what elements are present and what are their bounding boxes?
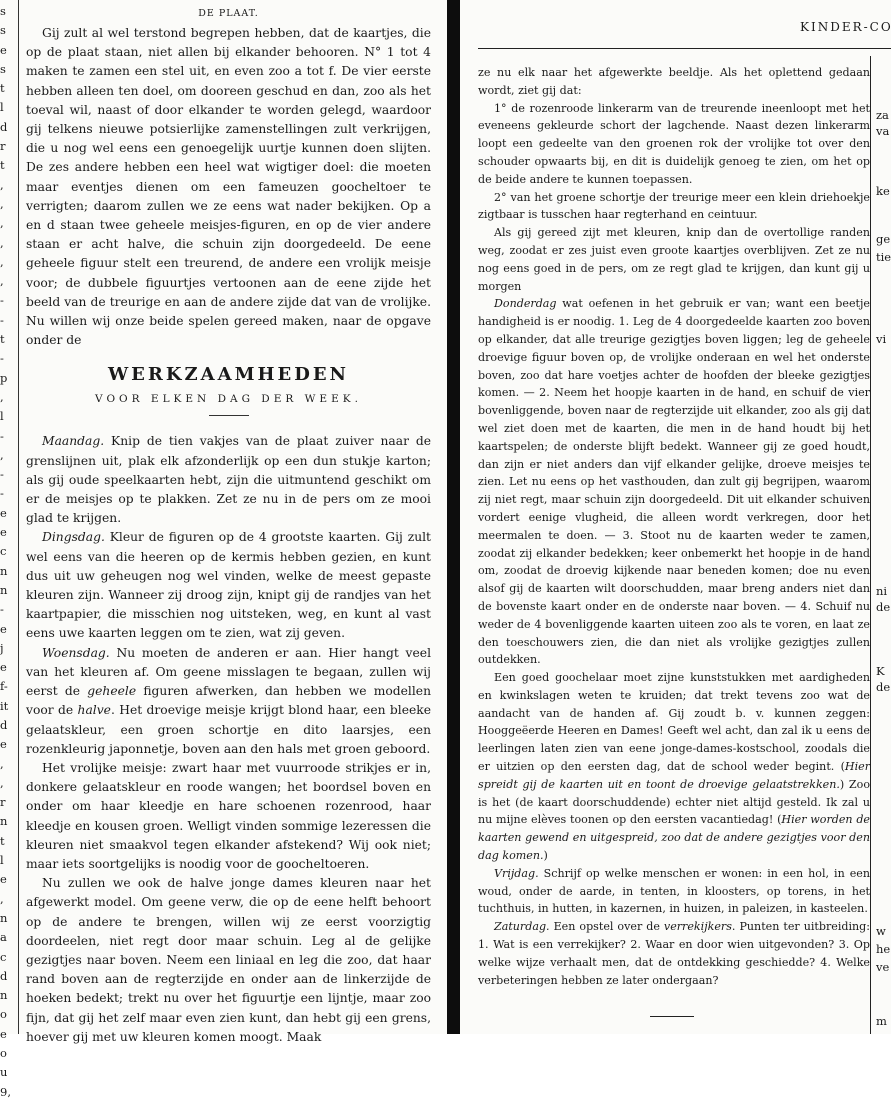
- margin-fragment: e: [0, 872, 7, 887]
- goochelaar-stage-direction-1: Hier spreidt gij de kaarten uit en toont de droevige gelaatstrekken.: [478, 760, 870, 791]
- margin-fragment: ni: [876, 584, 888, 598]
- margin-fragment: ,: [0, 891, 4, 906]
- dingsdag-paragraph: [26, 528, 431, 643]
- left-page: [0, 0, 447, 1099]
- donderdag-paragraph: [478, 295, 870, 669]
- goochelaar-text-c: ): [543, 849, 548, 863]
- margin-fragment: l: [0, 100, 4, 115]
- section-heading: WERKZAAMHEDEN: [107, 364, 350, 386]
- right-page: [460, 0, 891, 1034]
- zaturdag-text-b: . Punten ter uitbreiding: 1. Wat is een verrekijker? 2. Waar en door wien uitgevonden? 3. Op welke wijze verhaalt men, dat de ontdekking geschiedde? 4. Welke verbeteringen hebben ze later ondergaan?: [478, 920, 870, 987]
- margin-fragment: ge: [876, 232, 891, 246]
- margin-fragment: o: [0, 1007, 7, 1022]
- margin-fragment: n: [0, 988, 8, 1003]
- right-margin-fragments: [873, 64, 891, 1034]
- margin-fragment: t: [0, 833, 5, 848]
- margin-fragment: -: [0, 486, 4, 501]
- margin-fragment: ve: [876, 960, 890, 974]
- margin-fragment: -: [0, 351, 4, 366]
- margin-fragment: t: [0, 332, 5, 347]
- intro-paragraph: Gij zult al wel terstond begrepen hebben, dat de kaartjes, die op de plaat staan, niet allen bij elkander behooren. N° 1 tot 4 maken te zamen een stel uit, en even zoo a tot f. De vier eerste hebben alleen ten doel, om dooreen geschud en dan, zoo als het toeval wil, naast of door elkander te worden gelegd, waardoor gij telkens nieuwe potsierlijke zamenstellingen zult verkrijgen, die u nog wel eens een genoegelijk uurtje kunnen doen slijten. De zes andere hebben een heel wat wigtiger doel: die moeten maar eventjes dienen om een fameuzen goocheltoer te verrigten; daarom zullen we ze eens wat nader bekijken. Op a en d staan twee geheele meisjes-figuren, en op de vier andere staan er acht halve, die schuin zijn doorgedeeld. De eene geheele figuur stelt een treurend, de andere een vrolijk meisje voor; de dubbele figuurtjes vertoonen aan de eene zijde het beeld van de treurige en aan de andere zijde dat van de vrolijke. Nu willen wij onze beide spelen gereed maken, naar de opgave onder de: [26, 26, 431, 348]
- woensdag-paragraph: [26, 644, 431, 759]
- margin-fragment: d: [0, 119, 8, 134]
- point-one-paragraph: 1° de rozenroode linkerarm van de treurende ineenloopt met het eveneens gekleurde schort der lagchende. Naast dezen linkerarm loopt een gedeelte van den groenen rok der vrolijke tot over den schouder opwaarts bij, en dit is duidelijk genoeg te zien, om het op de beide andere te kunnen toepassen.: [478, 101, 870, 186]
- woensdag-emphasis-halve: halve: [77, 703, 111, 718]
- woensdag-label: Woensdag.: [42, 645, 110, 660]
- donderdag-label: Donderdag: [494, 297, 557, 311]
- header-rule: [478, 48, 891, 49]
- margin-fragment: c: [0, 949, 7, 964]
- margin-fragment: he: [876, 942, 891, 956]
- margin-fragment: va: [876, 124, 890, 138]
- margin-fragment: n: [0, 910, 8, 925]
- margin-fragment: vi: [876, 332, 887, 346]
- vrolijke-paragraph: Het vrolijke meisje: zwart haar met vuurroode strikjes er in, donkere gelaatskleur en roode wangen; het boordsel boven en onder om haar kleedje en hare schoenen rozenrood, haar kleedje en kousen groen. Welligt vinden sommige lezeressen die kleuren niet smaakvol tegen elkander afstekend? Wij ook niet; maar iets soortgelijks is noodig voor de goocheltoeren.: [26, 760, 431, 871]
- vrijdag-text: Schrijf op welke menschen er wonen: in een hol, in een woud, onder de aarde, in tenten, in kloosters, op torens, in het tuchthuis, in hutten, in kazernen, in huizen, in paleizen, in kasteelen.: [478, 866, 870, 916]
- margin-fragment: -: [0, 467, 4, 482]
- left-column-rule: [18, 0, 19, 1034]
- margin-fragment: t: [0, 81, 5, 96]
- margin-fragment: n: [0, 814, 8, 829]
- section-subheading: VOOR ELKEN DAG DER WEEK.: [95, 393, 362, 406]
- margin-fragment: it: [0, 698, 9, 713]
- zaturdag-paragraph: [478, 918, 870, 989]
- margin-fragment: ke: [876, 184, 890, 198]
- margin-fragment: s: [0, 61, 6, 76]
- margin-fragment: ,: [0, 447, 4, 462]
- margin-fragment: e: [0, 1026, 7, 1041]
- margin-fragment: u: [0, 1065, 8, 1080]
- donderdag-text: wat oefenen in het gebruik er van; want een beetje handigheid is er noodig. 1. Leg de 4 doorgedeelde kaarten zoo boven op elkander, dat alle treurige gezigtjes boven liggen; leg de geheele droevige figuur boven op, de vrolijke onderaan en wel het onderste boven, zoo dat hare voetjes achter de hoofden der bleeke gezigtjes komen. — 2. Neem het hoopje kaarten in de hand, en schuif de vier bovenliggende, boven naar de regterzijde uit elkander, zoo als gij dat wel ziet doen met de kaarten, die men in de hand houdt bij het kaartspelen; de onderste blijft bedekt. Wanneer gij ze goed houdt, dan zijn er niet anders dan vijf elkander gelijke, droeve meisjes te zien. Let nu eens op het vasthouden, dan zult gij begrijpen, waarom zij niet regt, maar schuin zijn doorgedeeld. Dit uit elkander schuiven vordert eenige vlugheid, die alleen wordt verkregen, door het meermalen te doen. — 3. Stoot nu de kaarten weder te zamen, zoodat zij elkander bedekken; keer onbemerkt het hoopje in de hand om, zoodat de droevig kijkende naar beneden komen; doe nu even alsof gij de kaarten wilt doorschudden, maar breng anders niet dan de bovenste kaart onder en de onderste naar boven. — 4. Schuif nu weder de 4 bovenliggende kaarten uiteen zoo als te voren, en laat ze den toeschouwers zien, die dan niet als vrolijke gezigtjes zullen outdekken.: [478, 297, 870, 667]
- bottom-rule: [650, 1016, 694, 1017]
- margin-fragment: r: [0, 139, 6, 154]
- margin-fragment: ,: [0, 389, 4, 404]
- margin-fragment: e: [0, 505, 7, 520]
- margin-fragment: a: [0, 930, 7, 945]
- margin-fragment: ,: [0, 177, 4, 192]
- margin-fragment: l: [0, 409, 4, 424]
- margin-fragment: -: [0, 312, 4, 327]
- dingsdag-label: Dingsdag.: [42, 530, 105, 545]
- right-column-rule: [870, 56, 871, 1034]
- woensdag-text-a: Nu moeten de anderen er aan. Hier hangt veel van het kleuren af. Om geene misslagen te begaan, zullen wij eerst de: [26, 645, 431, 699]
- woensdag-emphasis-geheele: geheele: [87, 684, 137, 699]
- margin-fragment: e: [0, 42, 7, 57]
- heading-divider: [209, 415, 249, 416]
- right-text-column: [478, 64, 870, 989]
- vrijdag-paragraph: [478, 865, 870, 918]
- goochelaar-text-a: Een goed goochelaar moet zijne kunststukken met aardigheden en kwinkslagen weten te kruiden; dat trekt tevens zoo wat de aandacht van de handen af. Gij zoudt b. v. kunnen zeggen: Hooggeëerde Heeren en Dames! Geeft wel acht, dan zal ik u eens de leerlingen laten zien van eene jonge-dames-kostschool, zoodals die er uitzien op den eersten dag, dat de school weder begint. (: [478, 671, 870, 774]
- margin-fragment: e: [0, 525, 7, 540]
- margin-fragment: -: [0, 602, 4, 617]
- margin-fragment: l: [0, 853, 4, 868]
- margin-fragment: r: [0, 795, 6, 810]
- vrijdag-label: Vrijdag.: [494, 866, 539, 880]
- margin-fragment: de: [876, 600, 891, 614]
- margin-fragment: m: [876, 1014, 887, 1028]
- margin-fragment: s: [0, 23, 6, 38]
- maandag-text: Knip de tien vakjes van de plaat zuiver naar de grenslijnen uit, plak elk afzonderlijk op een dun stukje karton; als gij oude speelkaarten hebt, zijn die uitmuntend geschikt om er de meisjes op te plakken. Zet ze nu in de pers om ze mooi glad te krijgen.: [26, 434, 431, 526]
- margin-fragment: n: [0, 582, 8, 597]
- zaturdag-text-a: Een opstel over de: [549, 920, 664, 934]
- margin-fragment: de: [876, 680, 891, 694]
- running-head-left: DE PLAAT.: [198, 8, 259, 19]
- continuation-paragraph: ze nu elk naar het afgewerkte beeldje. Als het oplettend gedaan wordt, ziet gij dat:: [478, 66, 870, 97]
- cut-paragraph: Als gij gereed zijt met kleuren, knip dan de overtollige randen weg, zoodat er zes juist even groote kaartjes overblijven. Zet ze nu nog eens goed in de pers, om ze regt glad te krijgen, dan kunt gij u morgen: [478, 226, 870, 293]
- margin-fragment: 9,: [0, 1084, 11, 1099]
- margin-fragment: ,: [0, 216, 4, 231]
- woensdag-text-c: . Het droevige meisje krijgt blond haar, een bleeke gelaatskleur, een groen schortje en dito laarsjes, een rozenkleurig japonnetje, boven aan den hals met groen geboord.: [26, 703, 431, 756]
- margin-fragment: -: [0, 428, 4, 443]
- margin-fragment: d: [0, 717, 8, 732]
- goochelaar-text-b: ) Zoo is het (de kaart doorschuddende) echter niet altijd gesteld. Ik zal u nu mijne elèves toonen op den eersten vacantiedag! (: [478, 777, 870, 827]
- margin-fragment: -: [0, 293, 4, 308]
- margin-fragment: e: [0, 737, 7, 752]
- margin-fragment: w: [876, 924, 886, 938]
- maandag-label: Maandag.: [42, 434, 105, 449]
- left-text-column: [26, 8, 431, 1047]
- margin-fragment: n: [0, 563, 8, 578]
- margin-fragment: ,: [0, 274, 4, 289]
- page-gutter: [447, 0, 460, 1034]
- maandag-paragraph: [26, 432, 431, 528]
- margin-fragment: d: [0, 968, 8, 983]
- margin-fragment: o: [0, 1046, 7, 1061]
- goochelaar-paragraph: [478, 669, 870, 865]
- margin-fragment: ,: [0, 254, 4, 269]
- woensdag-text-b: figuren afwerken, dan hebben we modellen voor de: [26, 684, 431, 718]
- dingsdag-text: Kleur de figuren op de 4 grootste kaarten. Gij zult wel eens van die heeren op de kermis hebben gezien, en kunt dus uit uw geheugen nog wel vinden, welke de meest gepaste kleuren zijn. Wanneer zij droog zijn, knipt gij de randjes van het kaartpapier, die misschien nog uitsteken, weg, en kunt al vast eens uwe kaarten leggen om te zien, wat zij geven.: [26, 530, 431, 641]
- zaturdag-emphasis: verrekijkers: [663, 920, 732, 934]
- zaturdag-label: Zaturdag.: [494, 920, 550, 934]
- point-two-paragraph: 2° van het groene schortje der treurige meer een klein driehoekje zigtbaar is tusschen haar regterhand en ceintuur.: [478, 190, 870, 222]
- margin-fragment: K: [876, 664, 885, 678]
- goochelaar-stage-direction-2: Hier worden de kaarten gewend en uitgespreid, zoo dat de andere gezigtjes voor den dag komen.: [478, 813, 870, 863]
- left-margin-fragments: [0, 0, 18, 1099]
- margin-fragment: e: [0, 660, 7, 675]
- margin-fragment: t: [0, 158, 5, 173]
- margin-fragment: e: [0, 621, 7, 636]
- margin-fragment: s: [0, 4, 6, 18]
- margin-fragment: j: [0, 640, 4, 655]
- running-head-right: KINDER-CO: [800, 20, 893, 34]
- margin-fragment: za: [876, 108, 889, 122]
- margin-fragment: c: [0, 544, 7, 559]
- margin-fragment: ,: [0, 196, 4, 211]
- margin-fragment: ,: [0, 775, 4, 790]
- halve-paragraph: Nu zullen we ook de halve jonge dames kleuren naar het afgewerkt model. Om geene verw, die op de eene helft behoort op de andere te brengen, willen wij ze eerst voorzigtig doordeelen, niet regt door maar schuin. Leg al de gelijke gezigtjes naar boven. Neem een liniaal en leg die zoo, dat haar rand boven aan de regterzijde en onder aan de linkerzijde de hoeken bedekt; trekt nu over het figuurtje een lijntje, maar zoo fijn, dat gij het zelf maar even zien kunt, dan hebt gij een grens, hoever gij met uw kleuren komen moogt. Maak: [26, 876, 431, 1044]
- margin-fragment: tie: [876, 250, 892, 264]
- margin-fragment: ,: [0, 756, 4, 771]
- margin-fragment: f-: [0, 679, 8, 694]
- margin-fragment: ,: [0, 235, 4, 250]
- margin-fragment: p: [0, 370, 8, 385]
